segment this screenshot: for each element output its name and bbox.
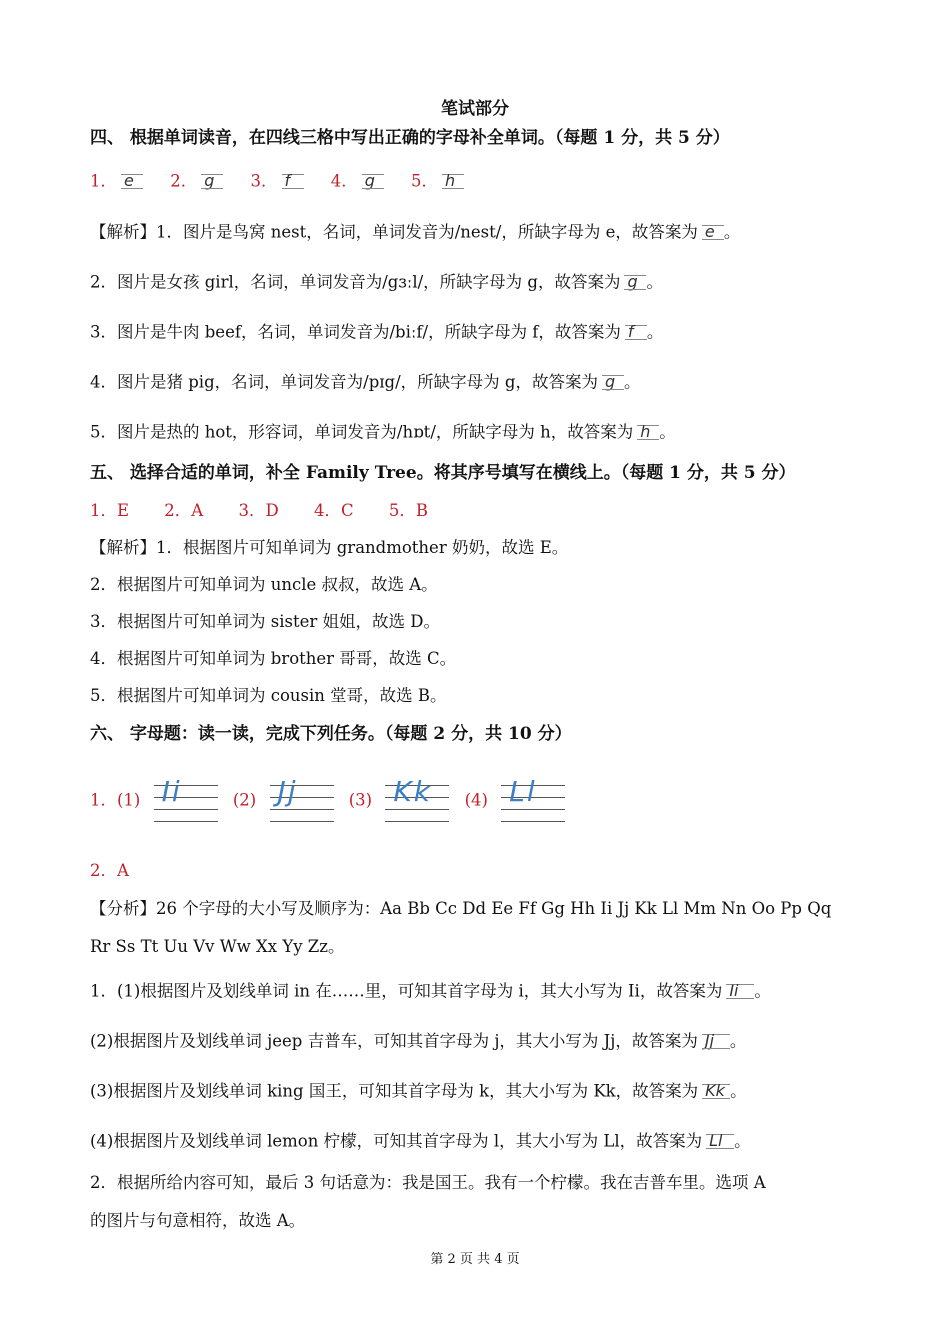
analysis-line: 【分析】26 个字母的大小写及顺序为：Aa Bb Cc Dd Ee Ff Gg Hh Ii Jj Kk Ll Mm Nn Oo Pp Qq xyxy=(90,899,832,918)
explanation-line: 4．根据图片可知单词为 brother 哥哥，故选 C。 xyxy=(90,649,457,668)
answer-5: 5． h xyxy=(411,168,464,196)
explanation-line: 2．图片是女孩 girl，名词，单词发音为/gɜːl/，所缺字母为 g，故答案为 g 。 xyxy=(90,269,663,297)
page-title: 笔试部分 xyxy=(441,99,509,119)
explanation-line: 5．图片是热的 hot，形容词，单词发音为/hɒt/，所缺字母为 h，故答案为 h 。 xyxy=(90,419,676,447)
answer-1: 1． e xyxy=(90,168,143,196)
explanation-line: (4)根据图片及划线单词 lemon 柠檬，可知其首字母为 l，其大小写为 Ll，故答案为 Ll 。 xyxy=(90,1128,751,1156)
four-line-grid: Kk xyxy=(385,775,449,827)
explanation-line: (3)根据图片及划线单词 king 国王，可知其首字母为 k，其大小写为 Kk，故答案为 Kk 。 xyxy=(90,1078,747,1106)
explanation-line: 4．图片是猪 pig，名词，单词发音为/pɪg/，所缺字母为 g，故答案为 g 。 xyxy=(90,369,640,397)
section4-heading: 四、 根据单词读音，在四线三格中写出正确的字母补全单词。（每题 1 分，共 5 分） xyxy=(90,128,730,148)
explanation-line: (2)根据图片及划线单词 jeep 吉普车，可知其首字母为 j，其大小写为 Jj，故答案为 Jj 。 xyxy=(90,1028,746,1056)
section5-answers: 1．E 2．A 3．D 4．C 5．B xyxy=(90,501,428,520)
page-footer: 第 2 页 共 4 页 xyxy=(430,1252,520,1267)
answer-4: 4． g xyxy=(331,168,384,196)
final-line: 2．根据所给内容可知，最后 3 句话意为：我是国王。我有一个柠檬。我在吉普车里。选项 A xyxy=(90,1173,766,1192)
explanation-line: 1．(1)根据图片及划线单词 in 在……里，可知其首字母为 i，其大小写为 Ii，故答案为 Ii 。 xyxy=(90,978,771,1006)
explanation-line: 【解析】1．图片是鸟窝 nest，名词，单词发音为/nest/，所缺字母为 e，故答案为 e 。 xyxy=(90,219,740,247)
answer-2: 2． g xyxy=(170,168,223,196)
section6-heading: 六、 字母题：读一读，完成下列任务。（每题 2 分，共 10 分） xyxy=(90,724,572,744)
explanation-line: 2．根据图片可知单词为 uncle 叔叔，故选 A。 xyxy=(90,575,438,594)
explanation-line: 【解析】1．根据图片可知单词为 grandmother 奶奶，故选 E。 xyxy=(90,538,569,557)
explanation-line: 3．根据图片可知单词为 sister 姐姐，故选 D。 xyxy=(90,612,440,631)
analysis-line: Rr Ss Tt Uu Vv Ww Xx Yy Zz。 xyxy=(90,937,345,956)
explanation-line: 5．根据图片可知单词为 cousin 堂哥，故选 B。 xyxy=(90,686,447,705)
letter-grid-answers: 1．(1) Ii (2) Jj (3) Kk (4) Ll xyxy=(90,775,575,827)
section5-heading: 五、 选择合适的单词，补全 Family Tree。将其序号填写在横线上。（每题 1 分，共 5 分） xyxy=(90,463,796,483)
four-line-grid: Ll xyxy=(501,775,565,827)
item2-answer: 2．A xyxy=(90,861,129,880)
final-line: 的图片与句意相符，故选 A。 xyxy=(90,1211,306,1230)
section4-answers xyxy=(90,168,486,196)
four-line-grid: Ii xyxy=(154,775,218,827)
four-line-grid: Jj xyxy=(270,775,334,827)
answer-3: 3． f xyxy=(251,168,304,196)
explanation-line: 3．图片是牛肉 beef，名词，单词发音为/biːf/，所缺字母为 f，故答案为 f 。 xyxy=(90,319,663,347)
